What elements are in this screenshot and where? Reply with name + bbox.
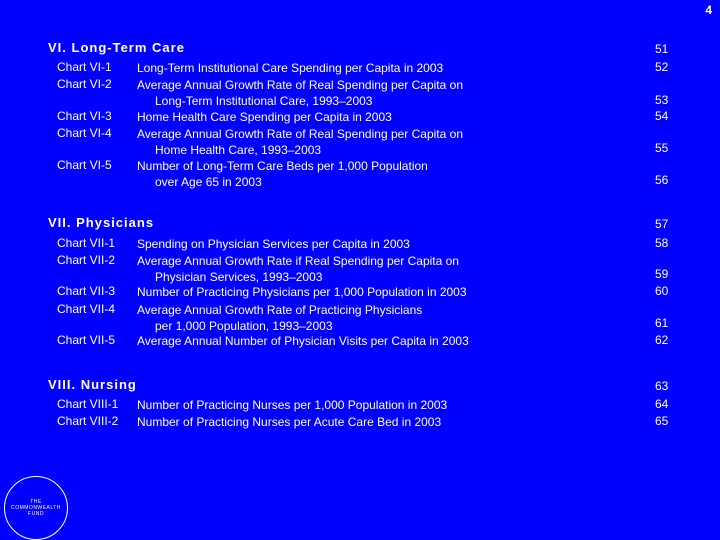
chart-id: Chart VII-2 xyxy=(57,253,116,267)
section-title-nursing: VIII. Nursing xyxy=(48,377,137,392)
chart-page: 64 xyxy=(655,397,669,411)
chart-title-continuation: Long-Term Institutional Care, 1993–2003 xyxy=(155,94,373,108)
chart-title-continuation: Physician Services, 1993–2003 xyxy=(155,270,323,284)
chart-id: Chart VIII-2 xyxy=(57,414,119,428)
chart-id: Chart VI-3 xyxy=(57,109,112,123)
chart-page: 62 xyxy=(655,333,669,347)
chart-title[interactable] xyxy=(137,60,637,76)
section-page-physicians: 57 xyxy=(655,217,669,231)
chart-title-line: Number of Practicing Nurses per 1,000 Population in 2003 xyxy=(137,398,448,412)
chart-page: 55 xyxy=(655,141,669,155)
chart-title[interactable] xyxy=(137,236,637,252)
chart-id: Chart VII-5 xyxy=(57,333,116,347)
chart-id: Chart VI-5 xyxy=(57,158,112,172)
chart-title[interactable] xyxy=(137,253,637,285)
chart-title-line: Number of Practicing Nurses per Acute Care Bed in 2003 xyxy=(137,415,442,429)
chart-page: 65 xyxy=(655,414,669,428)
chart-page: 61 xyxy=(655,316,669,330)
chart-title[interactable] xyxy=(137,126,637,158)
chart-title[interactable] xyxy=(137,109,637,125)
chart-id: Chart VII-3 xyxy=(57,284,116,298)
chart-id: Chart VII-1 xyxy=(57,236,116,250)
chart-id: Chart VI-4 xyxy=(57,126,112,140)
chart-page: 59 xyxy=(655,267,669,281)
chart-title-line: Home Health Care Spending per Capita in 2003 xyxy=(137,110,392,124)
commonwealth-fund-logo xyxy=(4,476,68,540)
chart-title-line: Average Annual Growth Rate if Real Spending per Capita on xyxy=(137,254,459,268)
chart-title-continuation: Home Health Care, 1993–2003 xyxy=(155,143,322,157)
chart-page: 56 xyxy=(655,173,669,187)
chart-title[interactable] xyxy=(137,284,637,300)
chart-page: 53 xyxy=(655,93,669,107)
chart-title-line: Number of Long-Term Care Beds per 1,000 Population xyxy=(137,159,428,173)
chart-id: Chart VII-4 xyxy=(57,302,116,316)
section-page-nursing: 63 xyxy=(655,379,669,393)
chart-page: 58 xyxy=(655,236,669,250)
chart-title-line: Number of Practicing Physicians per 1,000 Population in 2003 xyxy=(137,285,467,299)
chart-page: 60 xyxy=(655,284,669,298)
slide-number: 4 xyxy=(705,3,712,17)
logo-line: THE xyxy=(30,499,42,505)
chart-title-line: Average Annual Number of Physician Visits per Capita in 2003 xyxy=(137,334,469,348)
chart-title[interactable] xyxy=(137,77,637,109)
chart-page: 52 xyxy=(655,60,669,74)
chart-title[interactable] xyxy=(137,302,637,334)
chart-title[interactable] xyxy=(137,333,637,349)
chart-title[interactable] xyxy=(137,158,637,190)
logo-line: COMMONWEALTH xyxy=(11,505,61,511)
chart-title-line: Average Annual Growth Rate of Practicing Physicians xyxy=(137,303,423,317)
chart-title-line: Average Annual Growth Rate of Real Spending per Capita on xyxy=(137,78,463,92)
chart-title[interactable] xyxy=(137,397,637,413)
chart-title-line: Spending on Physician Services per Capita in 2003 xyxy=(137,237,410,251)
chart-title[interactable] xyxy=(137,414,637,430)
chart-id: Chart VI-2 xyxy=(57,77,112,91)
chart-id: Chart VIII-1 xyxy=(57,397,119,411)
chart-id: Chart VI-1 xyxy=(57,60,112,74)
section-page-long-term-care: 51 xyxy=(655,42,669,56)
section-title-long-term-care: VI. Long-Term Care xyxy=(48,40,185,55)
logo-line: FUND xyxy=(28,511,44,517)
chart-title-continuation: per 1,000 Population, 1993–2003 xyxy=(155,319,333,333)
section-title-physicians: VII. Physicians xyxy=(48,215,155,230)
chart-title-continuation: over Age 65 in 2003 xyxy=(155,175,262,189)
chart-page: 54 xyxy=(655,109,669,123)
chart-title-line: Average Annual Growth Rate of Real Spending per Capita on xyxy=(137,127,463,141)
chart-title-line: Long-Term Institutional Care Spending per Capita in 2003 xyxy=(137,61,444,75)
